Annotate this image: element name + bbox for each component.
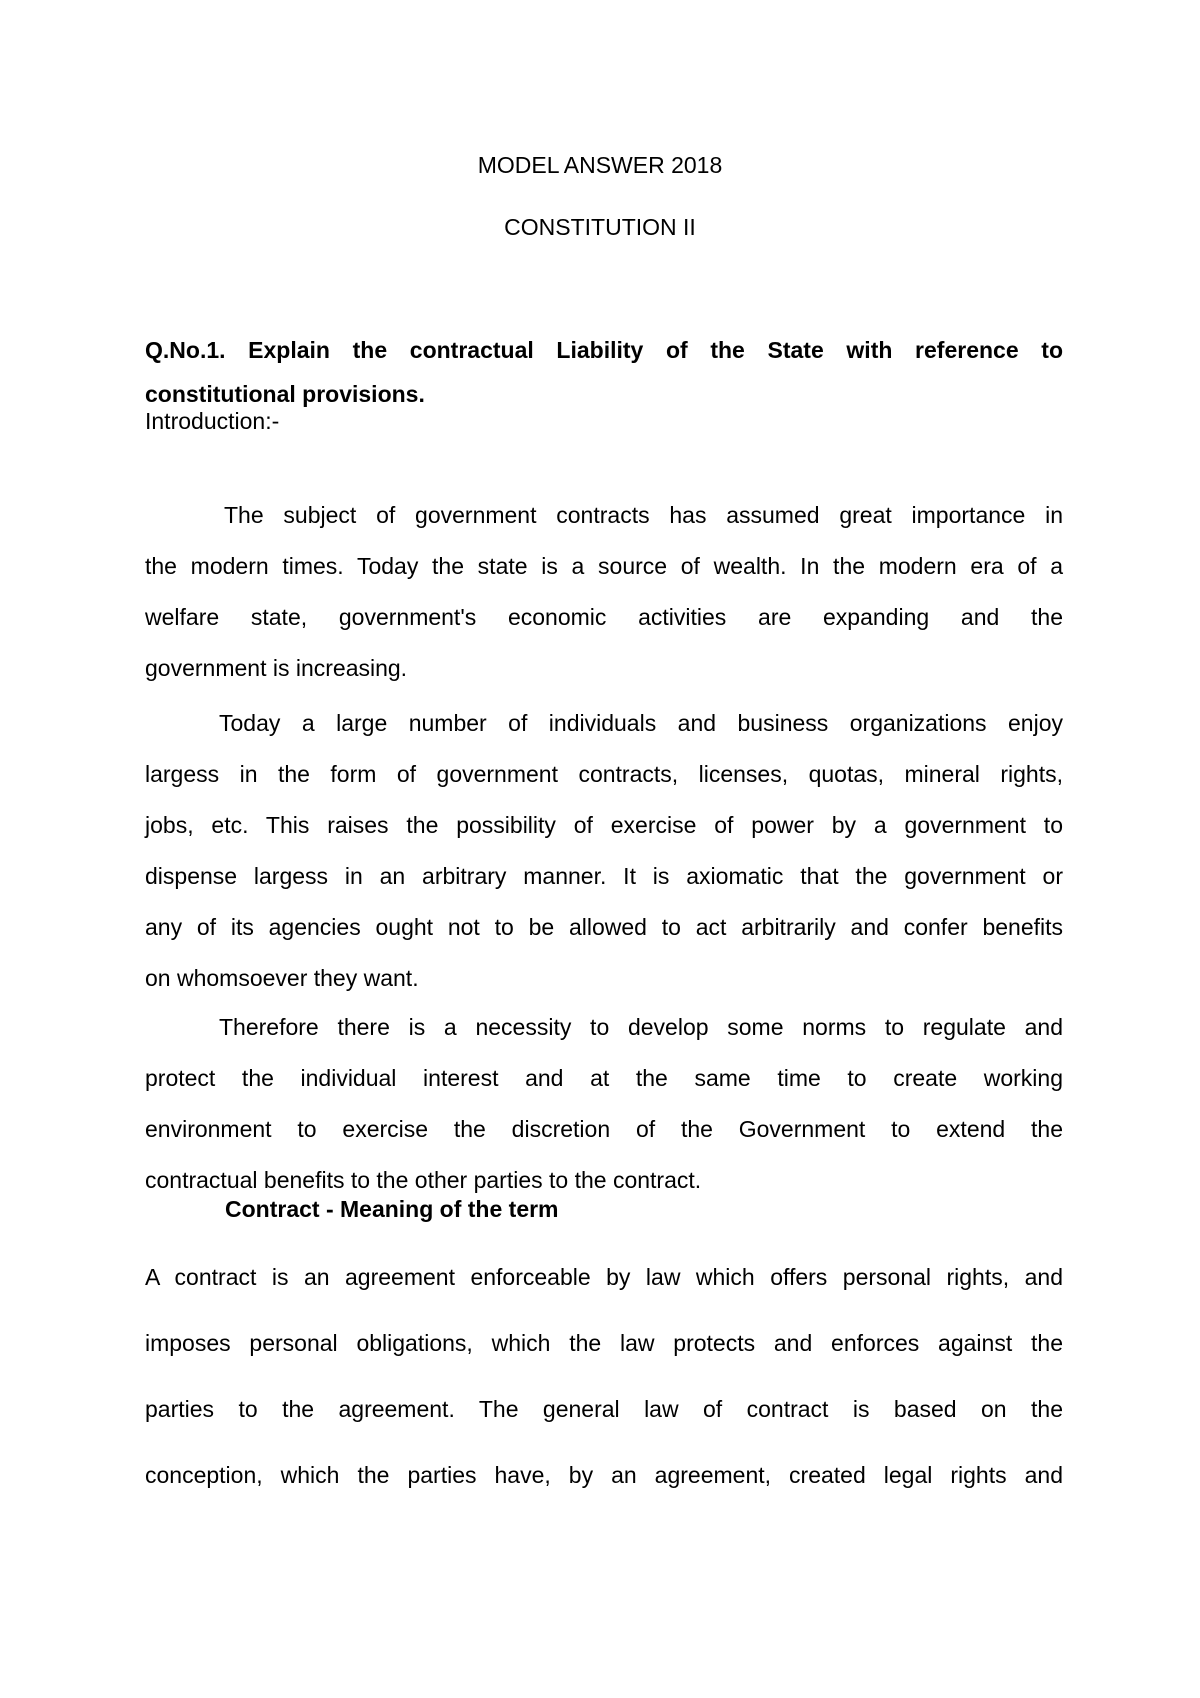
paragraph-line: environment to exercise the discretion of the Government to extend the: [145, 1116, 1063, 1142]
paragraph-line: imposes personal obligations, which the law protects and enforces against the: [145, 1330, 1063, 1356]
question-line: Q.No.1. Explain the contractual Liability of the State with reference to: [145, 337, 1063, 363]
paragraph-line: contractual benefits to the other parties to the contract.: [145, 1167, 702, 1193]
paragraph-intro: [145, 490, 1063, 694]
question-line: constitutional provisions.: [145, 381, 425, 407]
paragraph-line: welfare state, government's economic activities are expanding and the: [145, 604, 1063, 630]
paragraph-line: protect the individual interest and at the same time to create working: [145, 1065, 1063, 1091]
paragraph-norms: [145, 1002, 1063, 1206]
paragraph-line: government is increasing.: [145, 655, 408, 681]
section-heading: Contract - Meaning of the term: [225, 1196, 559, 1222]
paragraph-line: A contract is an agreement enforceable by law which offers personal rights, and: [145, 1264, 1063, 1290]
paragraph-line: on whomsoever they want.: [145, 965, 419, 991]
paragraph-largess: [145, 698, 1063, 1004]
paragraph-line: dispense largess in an arbitrary manner. It is axiomatic that the government or: [145, 863, 1063, 889]
paragraph-contract-definition: [145, 1244, 1063, 1508]
intro-label: Introduction:-: [145, 408, 280, 434]
paragraph-line: Therefore there is a necessity to develop some norms to regulate and: [219, 1014, 1063, 1040]
paragraph-line: parties to the agreement. The general law of contract is based on the: [145, 1396, 1063, 1422]
paragraph-line: jobs, etc. This raises the possibility of exercise of power by a government to: [145, 812, 1063, 838]
paragraph-line: any of its agencies ought not to be allowed to act arbitrarily and confer benefits: [145, 914, 1063, 940]
paragraph-line: Today a large number of individuals and business organizations enjoy: [219, 710, 1063, 736]
paragraph-line: the modern times. Today the state is a source of wealth. In the modern era of a: [145, 553, 1063, 579]
paragraph-line: largess in the form of government contracts, licenses, quotas, mineral rights,: [145, 761, 1063, 787]
paragraph-line: conception, which the parties have, by an agreement, created legal rights and: [145, 1462, 1063, 1488]
paragraph-line: The subject of government contracts has assumed great importance in: [224, 502, 1063, 528]
document-title: MODEL ANSWER 2018: [477, 152, 723, 178]
document-subtitle: CONSTITUTION II: [504, 214, 696, 240]
